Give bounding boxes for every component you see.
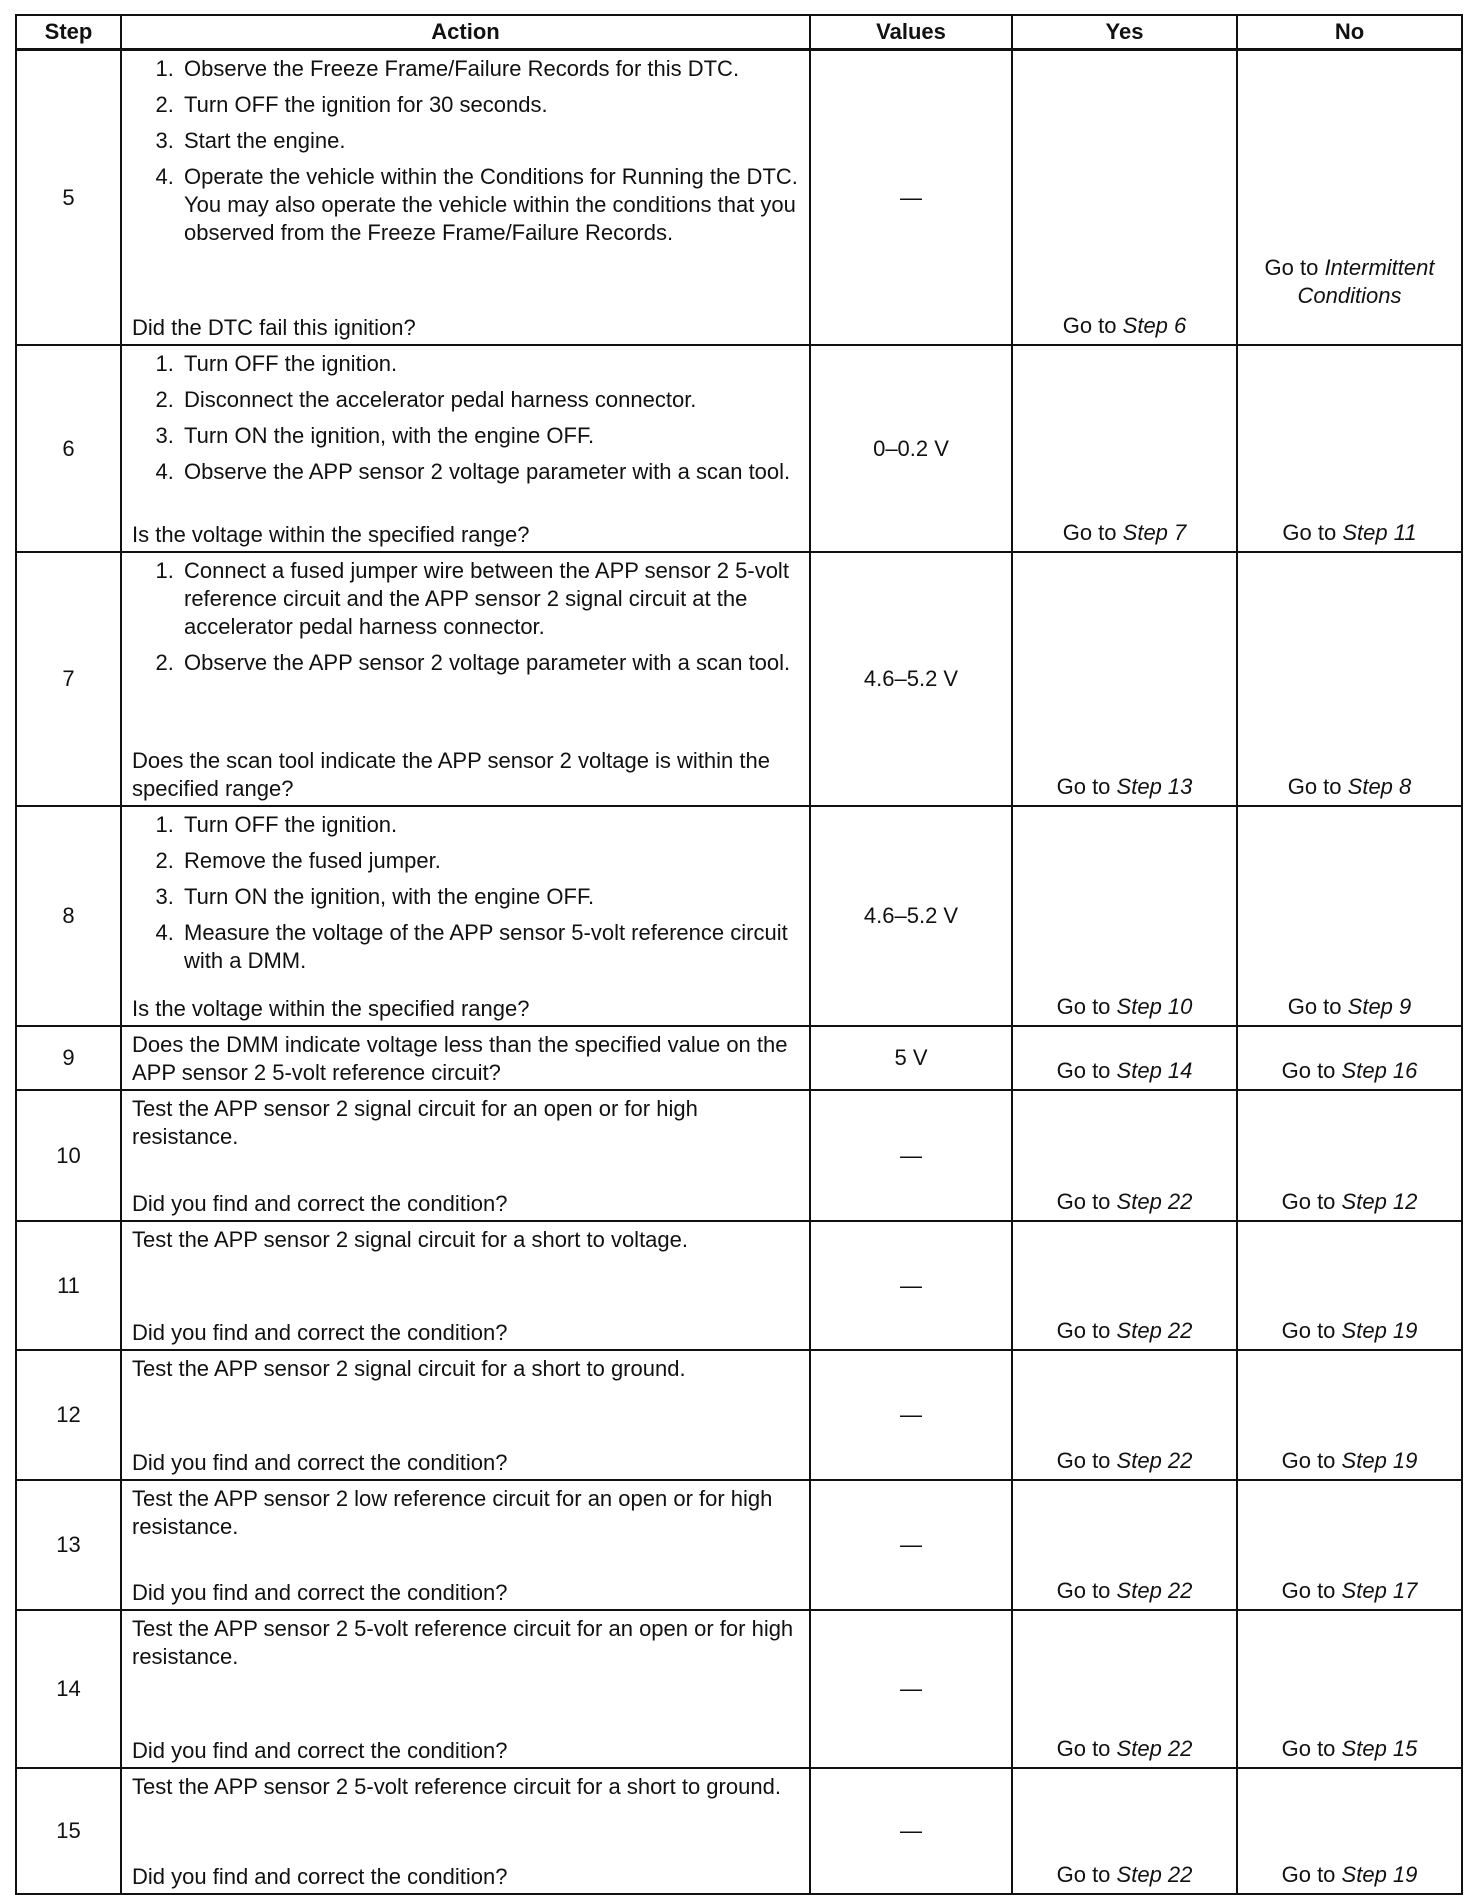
go-to-prefix: Go to [1287, 774, 1342, 799]
yes-cell [1012, 50, 1237, 346]
step-number: 5 [16, 50, 121, 346]
action-step-item: 4. Measure the voltage of the APP sensor 5-volt reference circuit with a DMM. [180, 919, 801, 975]
no-link[interactable]: Step 8 [1347, 774, 1412, 799]
action-cell [121, 1350, 810, 1480]
action-step-item: 2. Remove the fused jumper. [180, 847, 801, 875]
table-row [16, 1350, 1462, 1480]
go-to-prefix: Go to [1056, 774, 1111, 799]
action-text: Test the APP sensor 2 5-volt reference circuit for a short to ground. [132, 1774, 781, 1799]
go-to-prefix: Go to [1281, 1318, 1336, 1343]
step-number: 9 [16, 1026, 121, 1090]
no-link[interactable]: Step 19 [1341, 1448, 1418, 1473]
go-to-prefix: Go to [1056, 1736, 1111, 1761]
action-question: Did you find and correct the condition? [132, 1320, 508, 1345]
action-question: Did you find and correct the condition? [132, 1864, 508, 1889]
step-number: 15 [16, 1768, 121, 1894]
action-steps [132, 350, 801, 494]
yes-link[interactable]: Step 6 [1122, 313, 1187, 338]
yes-cell [1012, 806, 1237, 1026]
yes-cell [1012, 345, 1237, 552]
table-row [16, 552, 1462, 806]
yes-link[interactable]: Step 13 [1116, 774, 1193, 799]
action-cell [121, 1610, 810, 1768]
action-text: Test the APP sensor 2 signal circuit for an open or for high resistance. [132, 1096, 698, 1149]
header-no: No [1237, 15, 1462, 50]
step-number: 13 [16, 1480, 121, 1610]
action-step-item: 3. Start the engine. [180, 127, 801, 155]
go-to-prefix: Go to [1281, 1578, 1336, 1603]
table-row [16, 806, 1462, 1026]
table-row [16, 1221, 1462, 1350]
go-to-prefix: Go to [1062, 313, 1117, 338]
action-question: Does the scan tool indicate the APP sensor 2 voltage is within the specified range? [132, 748, 770, 801]
value-cell: 4.6–5.2 V [810, 552, 1012, 806]
value-cell: — [810, 1610, 1012, 1768]
table-row [16, 1610, 1462, 1768]
action-question: Did you find and correct the condition? [132, 1191, 508, 1216]
table-row [16, 1480, 1462, 1610]
no-cell [1237, 1026, 1462, 1090]
go-to-prefix: Go to [1264, 255, 1319, 280]
no-link[interactable]: Step 19 [1341, 1318, 1418, 1343]
value-cell: — [810, 1350, 1012, 1480]
go-to-prefix: Go to [1281, 1862, 1336, 1887]
yes-cell [1012, 1768, 1237, 1894]
yes-link[interactable]: Step 22 [1116, 1318, 1193, 1343]
go-to-prefix: Go to [1056, 1578, 1111, 1603]
yes-link[interactable]: Step 22 [1116, 1448, 1193, 1473]
action-text: Test the APP sensor 2 5-volt reference circuit for an open or for high resistance. [132, 1616, 794, 1669]
yes-cell [1012, 552, 1237, 806]
value-cell: — [810, 50, 1012, 346]
value-cell: — [810, 1090, 1012, 1221]
step-number: 12 [16, 1350, 121, 1480]
value-cell: 0–0.2 V [810, 345, 1012, 552]
action-question: Is the voltage within the specified range? [132, 996, 530, 1021]
go-to-prefix: Go to [1281, 1736, 1336, 1761]
action-question: Did you find and correct the condition? [132, 1580, 508, 1605]
action-step-item: 3. Turn ON the ignition, with the engine OFF. [180, 422, 801, 450]
action-step-item: 4. Operate the vehicle within the Conditions for Running the DTC. You may also operate the vehicle within the conditions that you observed from the Freeze Frame/Failure Records. [180, 163, 801, 247]
step-number: 8 [16, 806, 121, 1026]
yes-cell [1012, 1221, 1237, 1350]
action-cell [121, 50, 810, 346]
header-step: Step [16, 15, 121, 50]
no-link[interactable]: Step 16 [1341, 1058, 1418, 1083]
action-step-item: 4. Observe the APP sensor 2 voltage parameter with a scan tool. [180, 458, 801, 486]
table-row [16, 1768, 1462, 1894]
diagnostic-table [15, 14, 1463, 1895]
table-row [16, 1026, 1462, 1090]
no-cell [1237, 1090, 1462, 1221]
action-question: Did the DTC fail this ignition? [132, 315, 416, 340]
yes-link[interactable]: Step 10 [1116, 994, 1193, 1019]
value-cell: 5 V [810, 1026, 1012, 1090]
no-cell [1237, 1610, 1462, 1768]
action-step-item: 1. Turn OFF the ignition. [180, 350, 801, 378]
action-cell [121, 1480, 810, 1610]
yes-link[interactable]: Step 22 [1116, 1578, 1193, 1603]
go-to-prefix: Go to [1282, 520, 1337, 545]
go-to-prefix: Go to [1056, 1862, 1111, 1887]
action-cell [121, 806, 810, 1026]
yes-link[interactable]: Step 22 [1116, 1189, 1193, 1214]
action-text: Test the APP sensor 2 low reference circuit for an open or for high resistance. [132, 1486, 773, 1539]
no-link[interactable]: Step 19 [1341, 1862, 1418, 1887]
yes-link[interactable]: Step 22 [1116, 1862, 1193, 1887]
action-text: Does the DMM indicate voltage less than the specified value on the APP sensor 2 5-volt reference circuit? [132, 1032, 788, 1085]
no-cell [1237, 1480, 1462, 1610]
no-cell [1237, 1350, 1462, 1480]
action-step-item: 2. Observe the APP sensor 2 voltage parameter with a scan tool. [180, 649, 801, 677]
table-row [16, 50, 1462, 346]
table-row [16, 345, 1462, 552]
action-cell [121, 1768, 810, 1894]
action-steps [132, 557, 801, 685]
go-to-prefix: Go to [1287, 994, 1342, 1019]
no-link[interactable]: Step 15 [1341, 1736, 1418, 1761]
action-steps [132, 811, 801, 983]
yes-link[interactable]: Step 7 [1122, 520, 1187, 545]
yes-link[interactable]: Step 22 [1116, 1736, 1193, 1761]
no-cell [1237, 345, 1462, 552]
header-row [16, 15, 1462, 50]
action-cell [121, 1221, 810, 1350]
action-step-item: 1. Turn OFF the ignition. [180, 811, 801, 839]
action-text: Test the APP sensor 2 signal circuit for a short to voltage. [132, 1227, 688, 1252]
go-to-prefix: Go to [1062, 520, 1117, 545]
go-to-prefix: Go to [1056, 994, 1111, 1019]
yes-cell [1012, 1610, 1237, 1768]
action-cell [121, 552, 810, 806]
value-cell: — [810, 1221, 1012, 1350]
go-to-prefix: Go to [1056, 1058, 1111, 1083]
action-step-item: 1. Observe the Freeze Frame/Failure Records for this DTC. [180, 55, 801, 83]
step-number: 14 [16, 1610, 121, 1768]
no-cell [1237, 1221, 1462, 1350]
no-link[interactable]: Step 9 [1347, 994, 1412, 1019]
no-cell [1237, 50, 1462, 346]
value-cell: — [810, 1768, 1012, 1894]
step-number: 7 [16, 552, 121, 806]
no-link[interactable]: Intermittent Conditions [1297, 255, 1435, 308]
go-to-prefix: Go to [1281, 1448, 1336, 1473]
go-to-prefix: Go to [1056, 1318, 1111, 1343]
action-cell [121, 1026, 810, 1090]
yes-cell [1012, 1026, 1237, 1090]
action-step-item: 3. Turn ON the ignition, with the engine OFF. [180, 883, 801, 911]
yes-cell [1012, 1350, 1237, 1480]
go-to-prefix: Go to [1281, 1189, 1336, 1214]
step-number: 6 [16, 345, 121, 552]
action-steps [132, 55, 801, 255]
go-to-prefix: Go to [1281, 1058, 1336, 1083]
header-yes: Yes [1012, 15, 1237, 50]
action-question: Is the voltage within the specified range? [132, 522, 530, 547]
action-step-item: 1. Connect a fused jumper wire between the APP sensor 2 5-volt reference circuit and the APP sensor 2 signal circuit at the accelerator pedal harness connector. [180, 557, 801, 641]
step-number: 10 [16, 1090, 121, 1221]
table-row [16, 1090, 1462, 1221]
action-step-item: 2. Disconnect the accelerator pedal harness connector. [180, 386, 801, 414]
go-to-prefix: Go to [1056, 1448, 1111, 1473]
value-cell: 4.6–5.2 V [810, 806, 1012, 1026]
no-link[interactable]: Step 12 [1341, 1189, 1418, 1214]
action-step-item: 2. Turn OFF the ignition for 30 seconds. [180, 91, 801, 119]
no-cell [1237, 806, 1462, 1026]
go-to-prefix: Go to [1056, 1189, 1111, 1214]
no-link[interactable]: Step 11 [1342, 520, 1417, 545]
yes-cell [1012, 1480, 1237, 1610]
action-question: Did you find and correct the condition? [132, 1450, 508, 1475]
header-action: Action [121, 15, 810, 50]
yes-cell [1012, 1090, 1237, 1221]
no-cell [1237, 1768, 1462, 1894]
value-cell: — [810, 1480, 1012, 1610]
step-number: 11 [16, 1221, 121, 1350]
header-values: Values [810, 15, 1012, 50]
yes-link[interactable]: Step 14 [1116, 1058, 1193, 1083]
action-text: Test the APP sensor 2 signal circuit for a short to ground. [132, 1356, 686, 1381]
no-cell [1237, 552, 1462, 806]
no-link[interactable]: Step 17 [1341, 1578, 1418, 1603]
action-cell [121, 345, 810, 552]
action-question: Did you find and correct the condition? [132, 1738, 508, 1763]
action-cell [121, 1090, 810, 1221]
